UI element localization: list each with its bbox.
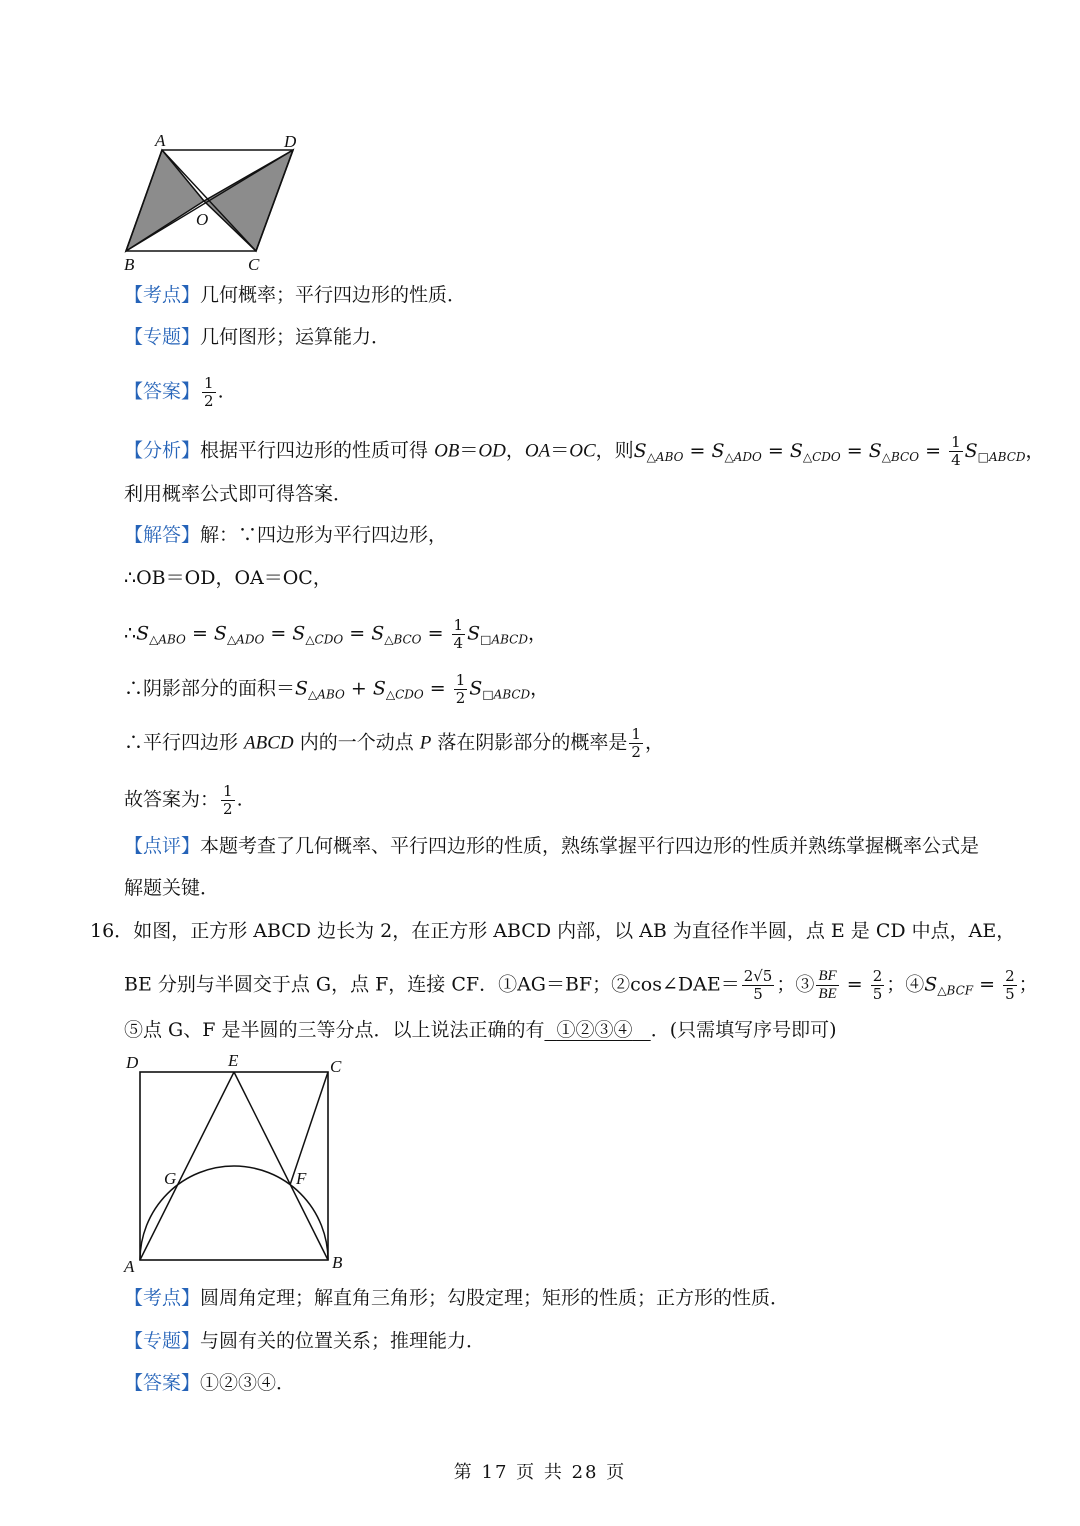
area-equation: $S_{\triangle ABO} = S_{\triangle ADO} = S_{\triangle CDO} = S_{\triangle BCO}$ = $\frac{1}{4}$ $S_{□ABCD}$， [633,433,1045,469]
tag-zhuanti: 【专题】 [124,1330,201,1352]
parallelogram-figure [118,130,318,275]
label-c: C [248,255,260,274]
shaded-triangle-abo [126,150,204,251]
p15-jieda: 【解答】解：∵四边形为平行四边形， [124,524,448,546]
label-c: C [330,1057,342,1076]
label-f: F [296,1169,307,1188]
page-footer: 第 17 页 共 28 页 [453,1462,627,1483]
tag-dianping: 【点评】 [124,835,201,857]
p15-step4: ∴平行四边形 ABCD 内的一个动点 P 落在阴影部分的概率是 $\frac{1}{2}$ ， [124,725,664,761]
p16-daan: 【答案】①②③④． [124,1372,296,1394]
label-b: B [124,255,135,274]
p16-question-line3: ⑤点 G、F 是半圆的三等分点．以上说法正确的有 ①②③④ ．(只需填写序号即可) [124,1019,837,1041]
p15-fenxi: 【分析】根据平行四边形的性质可得 OB＝OD，OA＝OC，则$S_{\triangle ABO} = S_{\triangle ADO} = S_{\triangle CDO} = S_{\triangle BCO}$ = $\frac{1}{4}$ $S_{□ABCD}$， [124,433,1045,469]
tag-daan: 【答案】 [124,380,201,403]
p16-question-line2: BE 分别与半圆交于点 G，点 F，连接 CF．①AG＝BF；②cos∠DAE＝ $\frac{2√5}{5}$ ；③ $\frac{BF}{BE}$ = $\frac{2}{5}$ ；$④S_{\triangle BCF}$ = $\frac{2}{5}$ ； [124,967,1038,1003]
answer-fraction: $\frac{1}{2}$ [204,374,214,410]
tag-fenxi: 【分析】 [124,439,201,462]
answer-blank: ①②③④ [556,1019,633,1041]
label-d: D [284,132,297,151]
problem-number: 16． [90,920,134,942]
p15-final: 故答案为： $\frac{1}{2}$ . [124,782,243,818]
p16-zhuanti: 【专题】与圆有关的位置关系；推理能力． [124,1330,486,1352]
tag-kaodian: 【考点】 [124,1287,201,1309]
label-b: B [332,1253,343,1272]
p15-fenxi-2: 利用概率公式即可得答案． [124,483,353,505]
label-a: A [155,131,166,150]
label-e: E [228,1051,239,1070]
p15-kaodian [124,283,466,307]
p15-step3: ∴阴影部分的面积$=S_{\triangle ABO} + S_{\triangle CDO}$ = $\frac{1}{2}$ $S_{□ABCD}$， [124,671,550,707]
kaodian-text: 几何概率；平行四边形的性质． [200,284,467,306]
segment-ae [140,1072,234,1260]
label-a: A [124,1257,135,1276]
p15-dianping: 【点评】本题考查了几何概率、平行四边形的性质，熟练掌握平行四边形的性质并熟练掌握概率公式是 [124,835,980,857]
tag-zhuanti: 【专题】 [124,326,201,348]
tag-daan: 【答案】 [124,1372,201,1394]
zhuanti-text: 几何图形；运算能力． [200,326,391,348]
segment-be [234,1072,328,1260]
tag-kaodian: 【考点】 [124,284,201,306]
p15-step1: ∴OB＝OD，OA＝OC， [124,567,332,589]
p15-step2: $\therefore S_{\triangle ABO} = S_{\triangle ADO} = S_{\triangle CDO} = S_{\triangle BCO}$ = $\frac{1}{4}$ $S_{□ABCD}$， [124,616,547,652]
p16-question-line1: 16．如图，正方形 ABCD 边长为 2，在正方形 ABCD 内部，以 AB 为直径作半圆，点 E 是 CD 中点，AE， [90,920,1016,942]
shaded-triangle-cdo [204,150,293,251]
p15-daan: 【答案】 $\frac{1}{2}$ . [124,374,224,410]
tag-jieda: 【解答】 [124,524,201,546]
label-d: D [126,1053,139,1072]
label-g: G [164,1169,177,1188]
p16-kaodian: 【考点】圆周角定理；解直角三角形；勾股定理；矩形的性质；正方形的性质． [124,1287,790,1309]
label-o: O [196,210,209,229]
p15-dianping-2: 解题关键． [124,877,220,899]
p15-zhuanti [124,325,390,349]
square-semicircle-figure [118,1048,358,1276]
